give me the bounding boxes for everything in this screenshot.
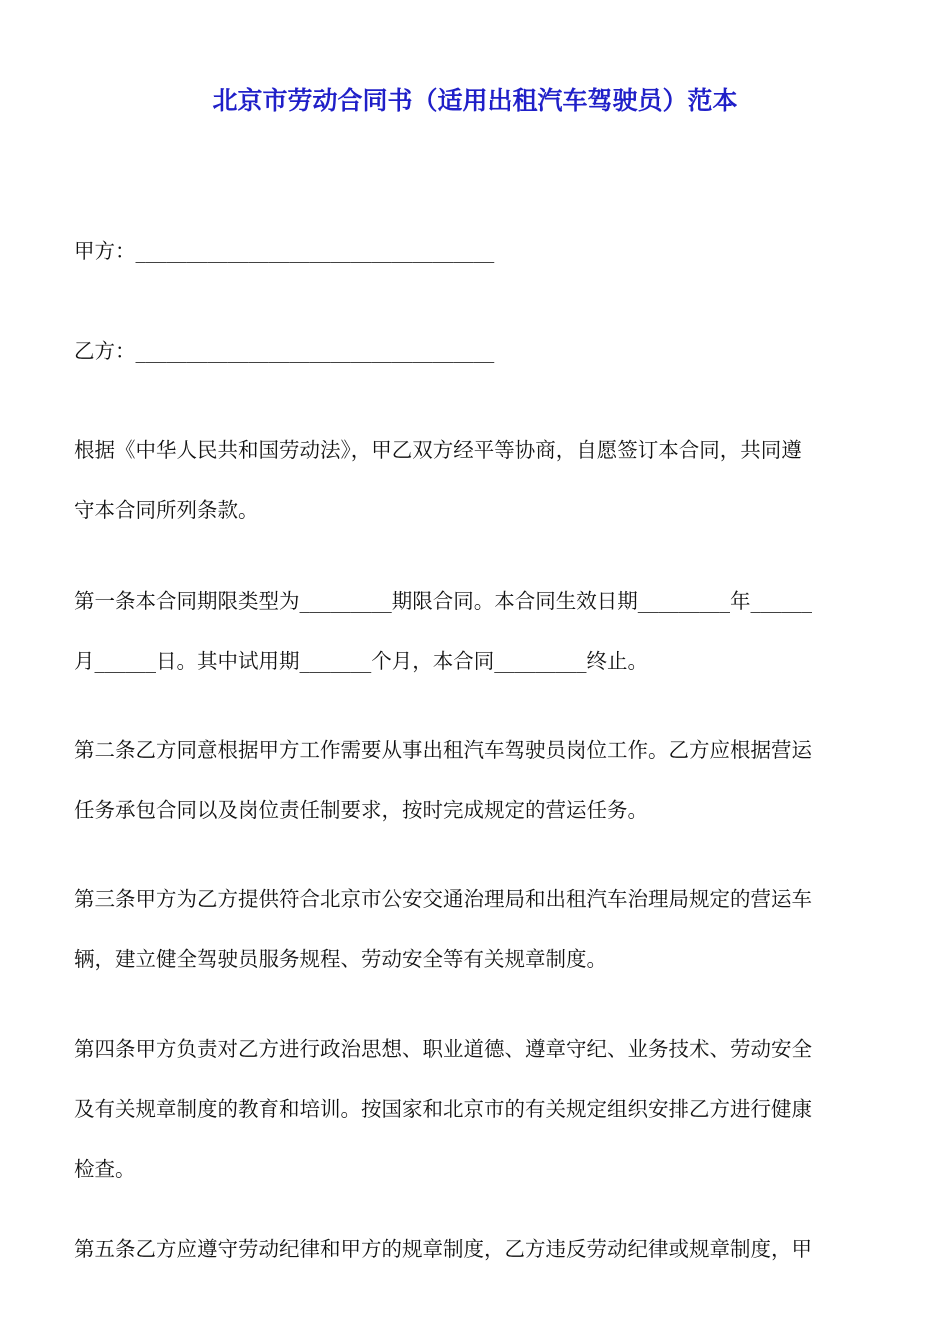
paragraph-article-4 (74, 1034, 880, 1184)
paragraph-line: 任务承包合同以及岗位责任制要求，按时完成规定的营运任务。 (74, 798, 648, 822)
party-a-line: 甲方：___________________________________ (74, 239, 495, 263)
document-title: 北京市劳动合同书（适用出租汽车驾驶员）范本 (212, 86, 738, 115)
paragraph-line: 根据《中华人民共和国劳动法》，甲乙双方经平等协商，自愿签订本合同，共同遵 (74, 438, 802, 462)
paragraph-line: 第四条甲方负责对乙方进行政治思想、职业道德、遵章守纪、业务技术、劳动安全 (74, 1037, 812, 1061)
paragraph-article-2 (74, 735, 880, 825)
paragraph-line: 守本合同所列条款。 (74, 498, 259, 522)
party-b-line: 乙方：___________________________________ (74, 339, 495, 363)
paragraph-line: 第二条乙方同意根据甲方工作需要从事出租汽车驾驶员岗位工作。乙方应根据营运 (74, 738, 812, 762)
paragraph-line: 及有关规章制度的教育和培训。按国家和北京市的有关规定组织安排乙方进行健康 (74, 1097, 812, 1121)
paragraph-article-5 (74, 1234, 880, 1264)
paragraph-line: 检查。 (74, 1157, 136, 1181)
paragraph-line: 第五条乙方应遵守劳动纪律和甲方的规章制度，乙方违反劳动纪律或规章制度，甲 (74, 1237, 812, 1261)
paragraph-preamble (74, 435, 880, 525)
paragraph-line: 第一条本合同期限类型为_________期限合同。本合同生效日期_________年______ (74, 589, 812, 613)
paragraph-article-3 (74, 884, 880, 974)
paragraph-line: 辆，建立健全驾驶员服务规程、劳动安全等有关规章制度。 (74, 947, 607, 971)
paragraph-article-1 (74, 586, 880, 676)
paragraph-line: 月______日。其中试用期_______个月，本合同_________终止。 (74, 649, 648, 673)
paragraph-line: 第三条甲方为乙方提供符合北京市公安交通治理局和出租汽车治理局规定的营运车 (74, 887, 812, 911)
